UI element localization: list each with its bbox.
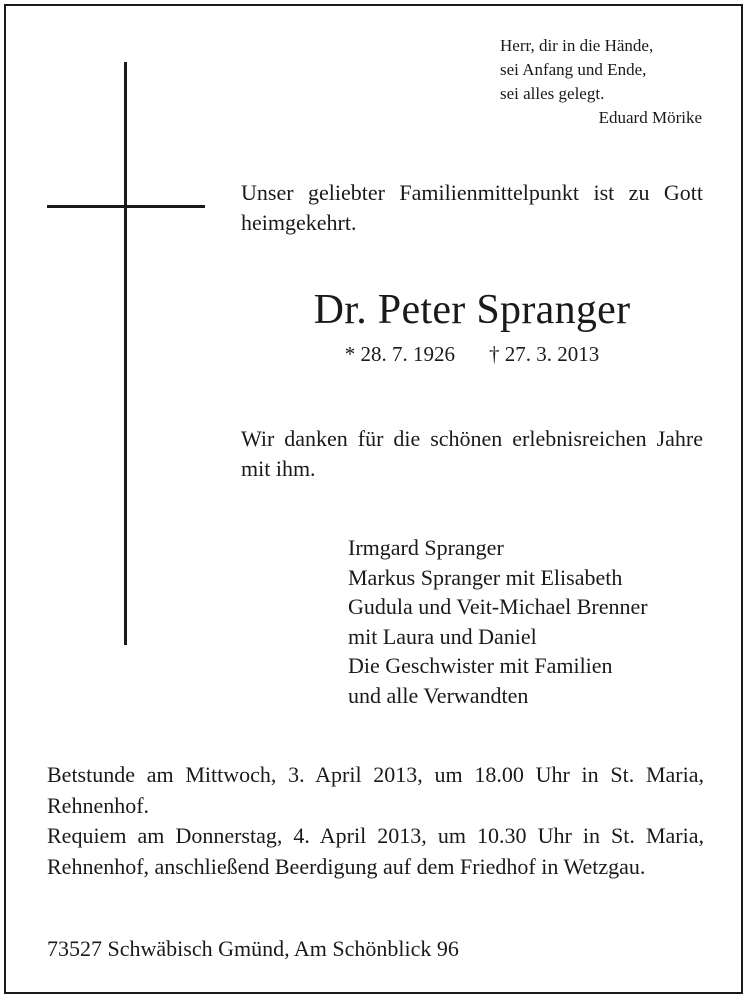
family-member: und alle Verwandten <box>348 682 529 708</box>
motto-author: Eduard Mörike <box>598 108 702 127</box>
prayer-info: Betstunde am Mittwoch, 3. April 2013, um 18.00 Uhr in St. Maria, Rehnenhof. <box>47 762 704 818</box>
cross-icon-bar <box>47 205 205 208</box>
service-info <box>47 760 704 882</box>
birth-date: * 28. 7. 1926 <box>344 342 455 366</box>
family-member: Markus Spranger mit Elisabeth <box>348 564 623 590</box>
family-member: Die Geschwister mit Familien <box>348 653 613 679</box>
intro-text: Unser geliebter Familienmittelpunkt ist zu Gott heimgekehrt. <box>241 180 703 235</box>
thanks-text: Wir danken für die schönen erlebnisreichen Jahre mit ihm. <box>241 426 703 481</box>
motto-line: sei Anfang und Ende, <box>500 60 647 79</box>
family-list <box>348 533 708 711</box>
family-member: Irmgard Spranger <box>348 535 504 560</box>
family-member: mit Laura und Daniel <box>348 623 537 649</box>
death-date: † 27. 3. 2013 <box>489 342 600 366</box>
motto-quote <box>500 34 706 130</box>
requiem-info: Requiem am Donnerstag, 4. April 2013, um 10.30 Uhr in St. Maria, Rehnenhof, anschließend Beerdigung auf dem Friedhof in Wetzgau. <box>47 823 704 879</box>
motto-line: Herr, dir in die Hände, <box>500 36 654 55</box>
motto-line: sei alles gelegt. <box>500 84 605 103</box>
family-member: Gudula und Veit-Michael Brenner <box>348 594 648 620</box>
deceased-name: Dr. Peter Spranger <box>313 287 631 333</box>
cross-icon <box>124 62 127 645</box>
life-dates <box>241 340 703 368</box>
family-address: 73527 Schwäbisch Gmünd, Am Schönblick 96 <box>47 936 459 961</box>
